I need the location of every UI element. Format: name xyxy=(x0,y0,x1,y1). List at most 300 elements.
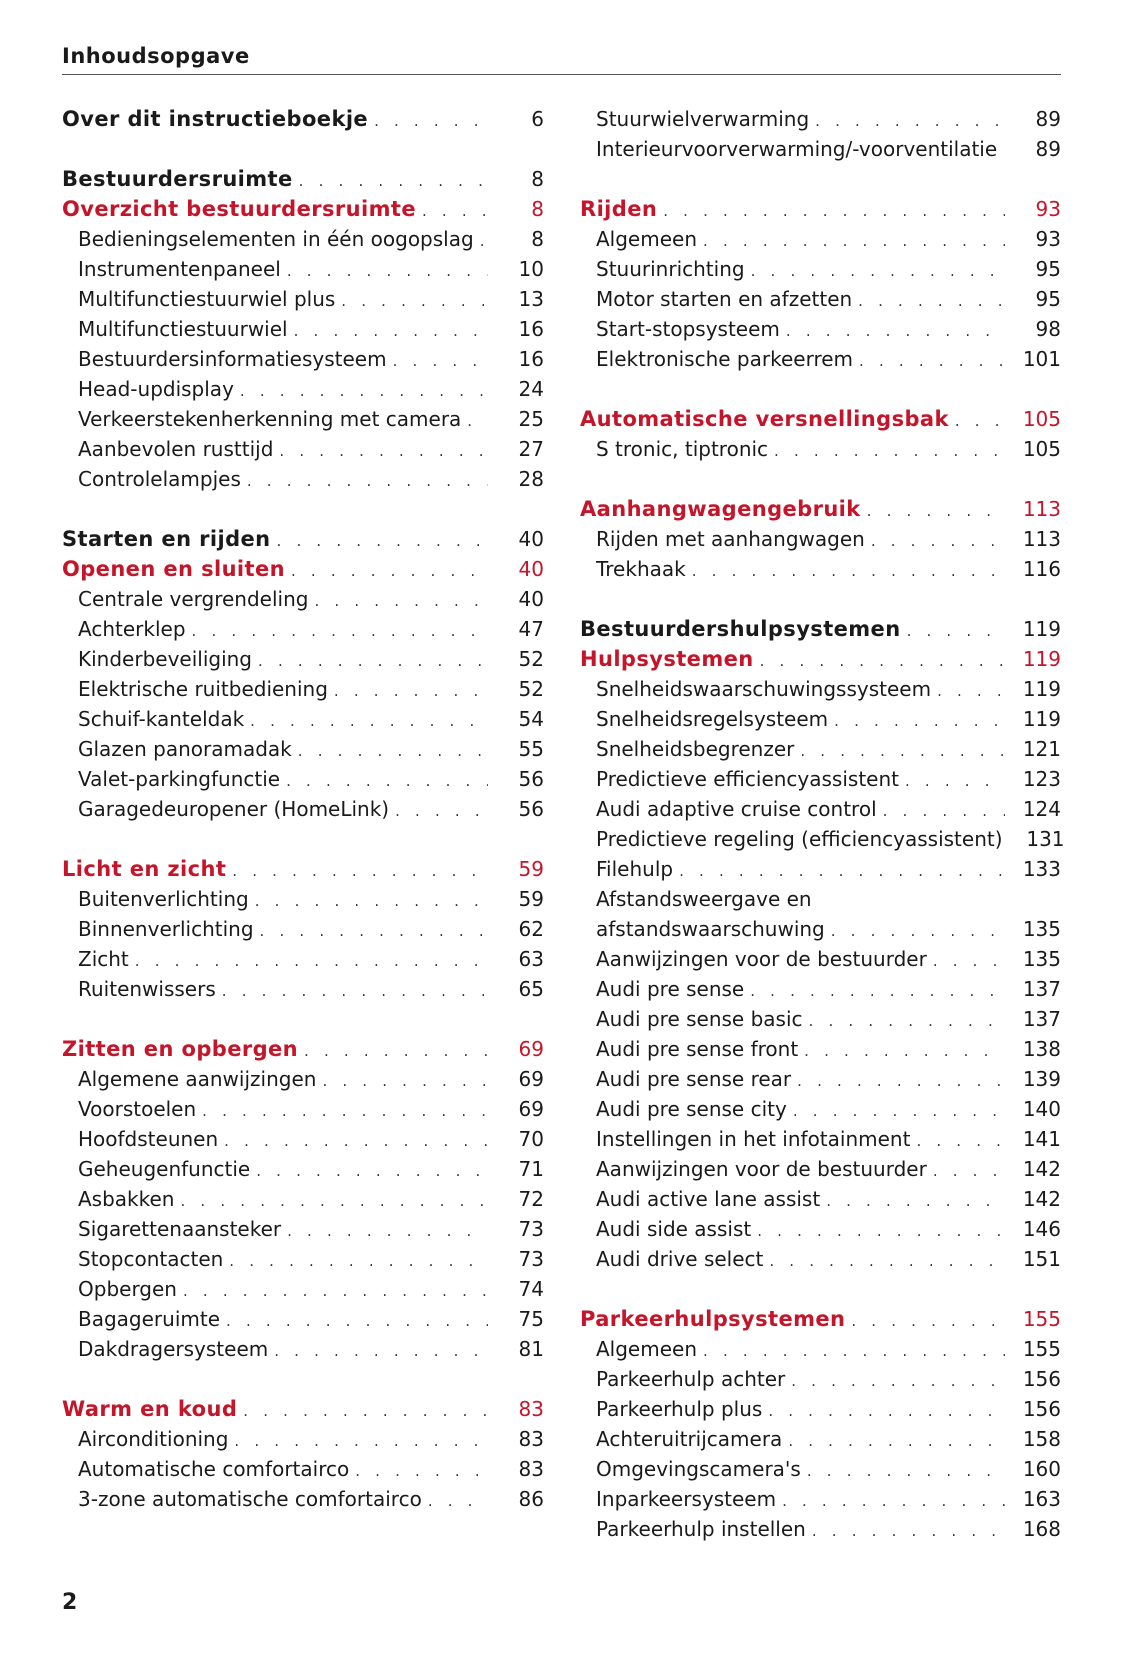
dot-leader xyxy=(955,406,1005,436)
toc-section[interactable] xyxy=(580,404,1061,434)
dot-leader xyxy=(240,376,488,406)
dot-leader xyxy=(393,346,488,376)
toc-item[interactable] xyxy=(580,794,1061,824)
toc-item-page-number: 89 xyxy=(1035,107,1061,131)
dot-leader xyxy=(277,526,488,556)
dot-leader xyxy=(834,706,1005,736)
toc-section-label: Overzicht bestuurdersruimte xyxy=(62,197,416,221)
toc-section-page-number: 93 xyxy=(1035,197,1061,221)
toc-item[interactable] xyxy=(580,1454,1061,1484)
toc-item-label: Automatische comfortairco xyxy=(78,1457,350,1481)
toc-item-page-number: 52 xyxy=(518,647,544,671)
toc-item-label: Voorstoelen xyxy=(78,1097,197,1121)
toc-item-label: Valet-parkingfunctie xyxy=(78,767,281,791)
toc-item[interactable] xyxy=(62,314,544,344)
toc-item[interactable] xyxy=(62,1064,544,1094)
dot-leader xyxy=(247,466,488,496)
toc-item-page-number: 13 xyxy=(518,287,544,311)
dot-leader xyxy=(256,1156,488,1186)
toc-item[interactable] xyxy=(580,314,1061,344)
toc-section-label: Automatische versnellingsbak xyxy=(580,407,949,431)
toc-item-label: Hoofdsteunen xyxy=(78,1127,219,1151)
toc-item-label: Algemene aanwijzingen xyxy=(78,1067,317,1091)
toc-item[interactable] xyxy=(580,1484,1061,1514)
toc-section-label: Hulpsystemen xyxy=(580,647,754,671)
toc-item-page-number: 119 xyxy=(1022,707,1061,731)
toc-item[interactable] xyxy=(62,1334,544,1364)
dot-leader xyxy=(334,676,488,706)
dot-leader xyxy=(804,1036,1005,1066)
toc-item[interactable] xyxy=(62,974,544,1004)
toc-section[interactable] xyxy=(62,854,544,884)
toc-item[interactable] xyxy=(580,1184,1061,1214)
dot-leader xyxy=(883,796,1005,826)
dot-leader xyxy=(222,976,488,1006)
toc-item-label: Trekhaak xyxy=(596,557,686,581)
toc-item-page-number: 83 xyxy=(518,1457,544,1481)
toc-item-page-number: 98 xyxy=(1035,317,1061,341)
toc-item[interactable] xyxy=(62,284,544,314)
toc-item-page-number: 142 xyxy=(1022,1187,1061,1211)
toc-section[interactable] xyxy=(62,554,544,584)
toc-item[interactable] xyxy=(580,1244,1061,1274)
toc-item[interactable] xyxy=(62,1424,544,1454)
dot-leader xyxy=(279,436,488,466)
toc-item[interactable] xyxy=(62,674,544,704)
dot-leader xyxy=(933,946,1005,976)
toc-item-page-number: 121 xyxy=(1022,737,1061,761)
dot-leader xyxy=(374,106,488,136)
toc-item[interactable] xyxy=(62,254,544,284)
page-number: 2 xyxy=(62,1590,78,1615)
dot-leader xyxy=(395,796,488,826)
dot-leader xyxy=(831,916,1005,946)
toc-item-page-number: 119 xyxy=(1022,677,1061,701)
toc-section-label: Warm en koud xyxy=(62,1397,238,1421)
dot-leader xyxy=(355,1456,488,1486)
dot-leader xyxy=(299,166,488,196)
toc-item-label: Parkeerhulp plus xyxy=(596,1397,763,1421)
toc-item-label: Audi active lane assist xyxy=(596,1187,821,1211)
toc-item[interactable] xyxy=(62,734,544,764)
toc-item-page-number: 52 xyxy=(518,677,544,701)
toc-item-page-number: 71 xyxy=(518,1157,544,1181)
dot-leader xyxy=(703,226,1005,256)
section-spacer xyxy=(62,134,544,164)
toc-section[interactable] xyxy=(580,1304,1061,1334)
toc-item[interactable] xyxy=(580,704,1061,734)
dot-leader xyxy=(858,286,1005,316)
dot-leader xyxy=(180,1186,488,1216)
dot-leader xyxy=(226,1306,488,1336)
toc-item-label: Verkeerstekenherkenning met camera xyxy=(78,407,462,431)
toc-item-label: Bagageruimte xyxy=(78,1307,221,1331)
toc-item[interactable] xyxy=(580,974,1061,1004)
toc-item-label: Opbergen xyxy=(78,1277,177,1301)
toc-item-label: Elektronische parkeerrem xyxy=(596,347,854,371)
toc-item-label: Audi pre sense xyxy=(596,977,745,1001)
toc-item-label: Snelheidsregelsysteem xyxy=(596,707,829,731)
section-spacer xyxy=(580,164,1061,194)
toc-item-page-number: 142 xyxy=(1022,1157,1061,1181)
toc-item[interactable] xyxy=(580,1004,1061,1034)
toc-item[interactable] xyxy=(62,794,544,824)
toc-item-label: Geheugenfunctie xyxy=(78,1157,251,1181)
toc-item-label: Interieurvoorverwarming/-voorventilatie xyxy=(596,137,998,161)
toc-item-page-number: 131 xyxy=(1026,827,1065,851)
toc-item[interactable] xyxy=(580,1064,1061,1094)
toc-item[interactable] xyxy=(62,434,544,464)
toc-item-label: Audi side assist xyxy=(596,1217,752,1241)
toc-item-page-number: 56 xyxy=(518,797,544,821)
toc-item-label: Achterklep xyxy=(78,617,186,641)
dot-leader xyxy=(859,346,1005,376)
toc-section[interactable] xyxy=(580,494,1061,524)
toc-chapter-page-number: 8 xyxy=(531,167,544,191)
toc-item-label: Asbakken xyxy=(78,1187,175,1211)
toc-item-page-number: 151 xyxy=(1022,1247,1061,1271)
dot-leader xyxy=(298,736,488,766)
toc-item-label: Stuurinrichting xyxy=(596,257,745,281)
dot-leader xyxy=(786,316,1005,346)
toc-item-label: Audi drive select xyxy=(596,1247,764,1271)
toc-item-label: Predictieve efficiencyassistent xyxy=(596,767,899,791)
toc-item-page-number: 72 xyxy=(518,1187,544,1211)
dot-leader xyxy=(815,106,1005,136)
toc-item-page-number: 83 xyxy=(518,1427,544,1451)
toc-item[interactable] xyxy=(580,1124,1061,1154)
toc-item[interactable] xyxy=(580,344,1061,374)
toc-section-page-number: 8 xyxy=(531,197,544,221)
toc-section-page-number: 83 xyxy=(518,1397,544,1421)
toc-section-page-number: 113 xyxy=(1022,497,1061,521)
toc-item-page-number: 70 xyxy=(518,1127,544,1151)
toc-item-page-number: 133 xyxy=(1022,857,1061,881)
toc-section-label: Rijden xyxy=(580,197,658,221)
toc-item-label: Instellingen in het infotainment xyxy=(596,1127,911,1151)
toc-item-label: Parkeerhulp achter xyxy=(596,1367,786,1391)
toc-chapter[interactable] xyxy=(62,164,544,194)
dot-leader xyxy=(809,1006,1005,1036)
toc-item[interactable] xyxy=(62,764,544,794)
toc-item[interactable] xyxy=(580,764,1061,794)
toc-chapter[interactable] xyxy=(62,104,544,134)
toc-item-page-number: 116 xyxy=(1022,557,1061,581)
toc-item-page-number: 25 xyxy=(518,407,544,431)
toc-item[interactable] xyxy=(62,1094,544,1124)
dot-leader xyxy=(304,1036,488,1066)
toc-item-label: Bestuurdersinformatiesysteem xyxy=(78,347,387,371)
toc-item-label: Instrumentenpaneel xyxy=(78,257,281,281)
toc-item-label: Aanwijzingen voor de bestuurder xyxy=(596,1157,927,1181)
toc-item-label: Predictieve regeling (efficiencyassistent) xyxy=(596,827,1003,851)
toc-item-page-number: 168 xyxy=(1022,1517,1061,1541)
dot-leader xyxy=(791,1366,1005,1396)
toc-chapter-label: Bestuurdersruimte xyxy=(62,167,293,191)
toc-item-label: Kinderbeveiliging xyxy=(78,647,253,671)
toc-item-label: Multifunctiestuurwiel plus xyxy=(78,287,336,311)
toc-item-label: Head-updisplay xyxy=(78,377,234,401)
toc-item-label: Bedieningselementen in één oogopslag xyxy=(78,227,474,251)
toc-item[interactable] xyxy=(580,1214,1061,1244)
toc-item[interactable] xyxy=(62,704,544,734)
dot-leader xyxy=(807,1456,1005,1486)
toc-item[interactable] xyxy=(62,1214,544,1244)
dot-leader xyxy=(287,1216,488,1246)
toc-item-label: Multifunctiestuurwiel xyxy=(78,317,288,341)
toc-item[interactable] xyxy=(580,134,1061,164)
toc-item-page-number: 158 xyxy=(1022,1427,1061,1451)
dot-leader xyxy=(768,1396,1005,1426)
toc-item[interactable] xyxy=(62,914,544,944)
dot-leader xyxy=(250,706,488,736)
toc-item-page-number: 141 xyxy=(1022,1127,1061,1151)
dot-leader xyxy=(286,766,488,796)
toc-chapter-label: Starten en rijden xyxy=(62,527,271,551)
dot-leader xyxy=(480,226,488,256)
toc-item[interactable] xyxy=(62,944,544,974)
toc-item[interactable] xyxy=(580,434,1061,464)
toc-item[interactable] xyxy=(580,674,1061,704)
dot-leader xyxy=(428,1486,488,1516)
toc-item[interactable] xyxy=(62,1154,544,1184)
toc-item[interactable] xyxy=(62,1454,544,1484)
dot-leader xyxy=(287,256,488,286)
toc-section[interactable] xyxy=(580,644,1061,674)
dot-leader xyxy=(234,1426,488,1456)
toc-item[interactable] xyxy=(580,554,1061,584)
toc-chapter-page-number: 6 xyxy=(531,107,544,131)
toc-item-page-number: 8 xyxy=(531,227,544,251)
dot-leader xyxy=(422,196,488,226)
toc-item-label: Snelheidswaarschuwingssysteem xyxy=(596,677,932,701)
toc-item[interactable] xyxy=(580,524,1061,554)
dot-leader xyxy=(467,406,488,436)
toc-item-label: Dakdragersysteem xyxy=(78,1337,269,1361)
toc-item-label: Snelheidsbegrenzer xyxy=(596,737,795,761)
toc-item-page-number: 54 xyxy=(518,707,544,731)
toc-item-label: Audi pre sense basic xyxy=(596,1007,803,1031)
dot-leader xyxy=(937,676,1005,706)
toc-section[interactable] xyxy=(62,1394,544,1424)
toc-item-label: Aanbevolen rusttijd xyxy=(78,437,274,461)
toc-section-page-number: 119 xyxy=(1022,647,1061,671)
dot-leader xyxy=(135,946,488,976)
page-title: Inhoudsopgave xyxy=(62,44,1061,75)
toc-item-page-number: 155 xyxy=(1022,1337,1061,1361)
toc-item[interactable] xyxy=(580,854,1061,884)
toc-item-label: Garagedeuropener (HomeLink) xyxy=(78,797,390,821)
toc-column-left xyxy=(62,104,544,1514)
toc-item[interactable] xyxy=(580,104,1061,134)
toc-item[interactable] xyxy=(580,824,1065,854)
toc-item-page-number: 137 xyxy=(1022,977,1061,1001)
dot-leader xyxy=(793,1096,1005,1126)
toc-item[interactable] xyxy=(580,1424,1061,1454)
toc-item-label: Binnenverlichting xyxy=(78,917,254,941)
toc-item-page-number: 55 xyxy=(518,737,544,761)
toc-item[interactable] xyxy=(580,1394,1061,1424)
dot-leader xyxy=(692,556,1005,586)
toc-item[interactable] xyxy=(62,884,544,914)
toc-item-page-number: 146 xyxy=(1022,1217,1061,1241)
dot-leader xyxy=(797,1066,1005,1096)
toc-item[interactable] xyxy=(62,644,544,674)
dot-leader xyxy=(232,856,488,886)
toc-item-page-number: 59 xyxy=(518,887,544,911)
toc-item-label: Schuif-kanteldak xyxy=(78,707,245,731)
toc-item-page-number: 81 xyxy=(518,1337,544,1361)
toc-section-page-number: 69 xyxy=(518,1037,544,1061)
dot-leader xyxy=(322,1066,488,1096)
toc-chapter[interactable] xyxy=(62,524,544,554)
toc-item[interactable] xyxy=(62,464,544,494)
toc-item[interactable] xyxy=(580,1334,1061,1364)
dot-leader xyxy=(905,766,1005,796)
toc-item-label: Sigarettenaansteker xyxy=(78,1217,282,1241)
dot-leader xyxy=(229,1246,488,1276)
toc-section[interactable] xyxy=(580,194,1061,224)
toc-item[interactable] xyxy=(580,1034,1061,1064)
toc-item-page-number: 113 xyxy=(1022,527,1061,551)
toc-item-label: Aanwijzingen voor de bestuurder xyxy=(596,947,927,971)
dot-leader xyxy=(812,1516,1005,1546)
toc-item-page-number: 69 xyxy=(518,1097,544,1121)
dot-leader xyxy=(907,616,1005,646)
toc-item-page-number: 75 xyxy=(518,1307,544,1331)
section-spacer xyxy=(580,464,1061,494)
toc-item[interactable] xyxy=(580,284,1061,314)
toc-item[interactable] xyxy=(62,1124,544,1154)
toc-item-page-number: 16 xyxy=(518,317,544,341)
dot-leader xyxy=(788,1426,1005,1456)
toc-section-page-number: 59 xyxy=(518,857,544,881)
toc-item-label: Stopcontacten xyxy=(78,1247,224,1271)
toc-item[interactable] xyxy=(62,404,544,434)
toc-item[interactable] xyxy=(580,884,1061,914)
toc-item-page-number: 95 xyxy=(1035,287,1061,311)
section-spacer xyxy=(62,494,544,524)
toc-item[interactable] xyxy=(580,1514,1061,1544)
dot-leader xyxy=(314,586,488,616)
toc-item[interactable] xyxy=(580,734,1061,764)
toc-item-label: Omgevingscamera's xyxy=(596,1457,801,1481)
toc-item[interactable] xyxy=(62,1304,544,1334)
dot-leader xyxy=(224,1126,488,1156)
toc-item-label: afstandswaarschuwing xyxy=(596,917,825,941)
toc-item-label: Algemeen xyxy=(596,1337,698,1361)
toc-section-page-number: 105 xyxy=(1022,407,1061,431)
dot-leader xyxy=(769,1246,1005,1276)
toc-item-label: Audi adaptive cruise control xyxy=(596,797,877,821)
toc-section-page-number: 40 xyxy=(518,557,544,581)
toc-item[interactable] xyxy=(580,1094,1061,1124)
toc-item-page-number: 163 xyxy=(1022,1487,1061,1511)
toc-item[interactable] xyxy=(580,944,1061,974)
dot-leader xyxy=(774,436,1005,466)
toc-item-page-number: 93 xyxy=(1035,227,1061,251)
toc-section[interactable] xyxy=(62,194,544,224)
toc-item-page-number: 89 xyxy=(1035,137,1061,161)
toc-section[interactable] xyxy=(62,1034,544,1064)
toc-item-page-number: 28 xyxy=(518,467,544,491)
toc-item-label: Zicht xyxy=(78,947,129,971)
dot-leader xyxy=(291,556,488,586)
toc-item-label: S tronic, tiptronic xyxy=(596,437,769,461)
toc-item[interactable] xyxy=(62,1274,544,1304)
toc-item[interactable] xyxy=(62,224,544,254)
toc-section-label: Aanhangwagengebruik xyxy=(580,497,861,521)
toc-item-label: Airconditioning xyxy=(78,1427,229,1451)
toc-item-page-number: 138 xyxy=(1022,1037,1061,1061)
dot-leader xyxy=(826,1186,1005,1216)
toc-chapter[interactable] xyxy=(580,614,1061,644)
toc-item-page-number: 73 xyxy=(518,1217,544,1241)
toc-item[interactable] xyxy=(580,224,1061,254)
section-spacer xyxy=(580,584,1061,614)
toc-item[interactable] xyxy=(580,914,1061,944)
toc-item[interactable] xyxy=(580,254,1061,284)
dot-leader xyxy=(258,646,488,676)
toc-item-page-number: 24 xyxy=(518,377,544,401)
toc-item[interactable] xyxy=(62,374,544,404)
dot-leader xyxy=(703,1336,1005,1366)
toc-item-page-number: 137 xyxy=(1022,1007,1061,1031)
dot-leader xyxy=(183,1276,488,1306)
toc-item-page-number: 69 xyxy=(518,1067,544,1091)
toc-item-label: Start-stopsysteem xyxy=(596,317,780,341)
toc-item-page-number: 63 xyxy=(518,947,544,971)
dot-leader xyxy=(751,256,1005,286)
toc-item-label: Inparkeersysteem xyxy=(596,1487,777,1511)
toc-item[interactable] xyxy=(62,344,544,374)
dot-leader xyxy=(255,886,488,916)
toc-item-page-number: 65 xyxy=(518,977,544,1001)
dot-leader xyxy=(679,856,1005,886)
toc-item[interactable] xyxy=(62,1244,544,1274)
section-spacer xyxy=(62,1004,544,1034)
toc-item[interactable] xyxy=(580,1154,1061,1184)
toc-item[interactable] xyxy=(580,1364,1061,1394)
toc-item-page-number: 135 xyxy=(1022,917,1061,941)
toc-item-label: Afstandsweergave en xyxy=(596,887,812,911)
toc-item-page-number: 156 xyxy=(1022,1397,1061,1421)
dot-leader xyxy=(760,646,1005,676)
toc-chapter-page-number: 40 xyxy=(518,527,544,551)
toc-item[interactable] xyxy=(62,584,544,614)
toc-section-page-number: 155 xyxy=(1022,1307,1061,1331)
toc-item-page-number: 86 xyxy=(518,1487,544,1511)
section-spacer xyxy=(62,1364,544,1394)
toc-item[interactable] xyxy=(62,1484,544,1514)
dot-leader xyxy=(782,1486,1005,1516)
toc-item-page-number: 62 xyxy=(518,917,544,941)
dot-leader xyxy=(757,1216,1005,1246)
toc-item-label: Algemeen xyxy=(596,227,698,251)
toc-section-label: Parkeerhulpsystemen xyxy=(580,1307,846,1331)
toc-item-label: Motor starten en afzetten xyxy=(596,287,853,311)
toc-item-page-number: 140 xyxy=(1022,1097,1061,1121)
toc-item-label: Ruitenwissers xyxy=(78,977,216,1001)
toc-section-label: Zitten en opbergen xyxy=(62,1037,299,1061)
toc-item[interactable] xyxy=(62,1184,544,1214)
toc-item-page-number: 160 xyxy=(1022,1457,1061,1481)
dot-leader xyxy=(341,286,488,316)
dot-leader xyxy=(750,976,1005,1006)
dot-leader xyxy=(192,616,488,646)
dot-leader xyxy=(663,196,1005,226)
toc-item[interactable] xyxy=(62,614,544,644)
